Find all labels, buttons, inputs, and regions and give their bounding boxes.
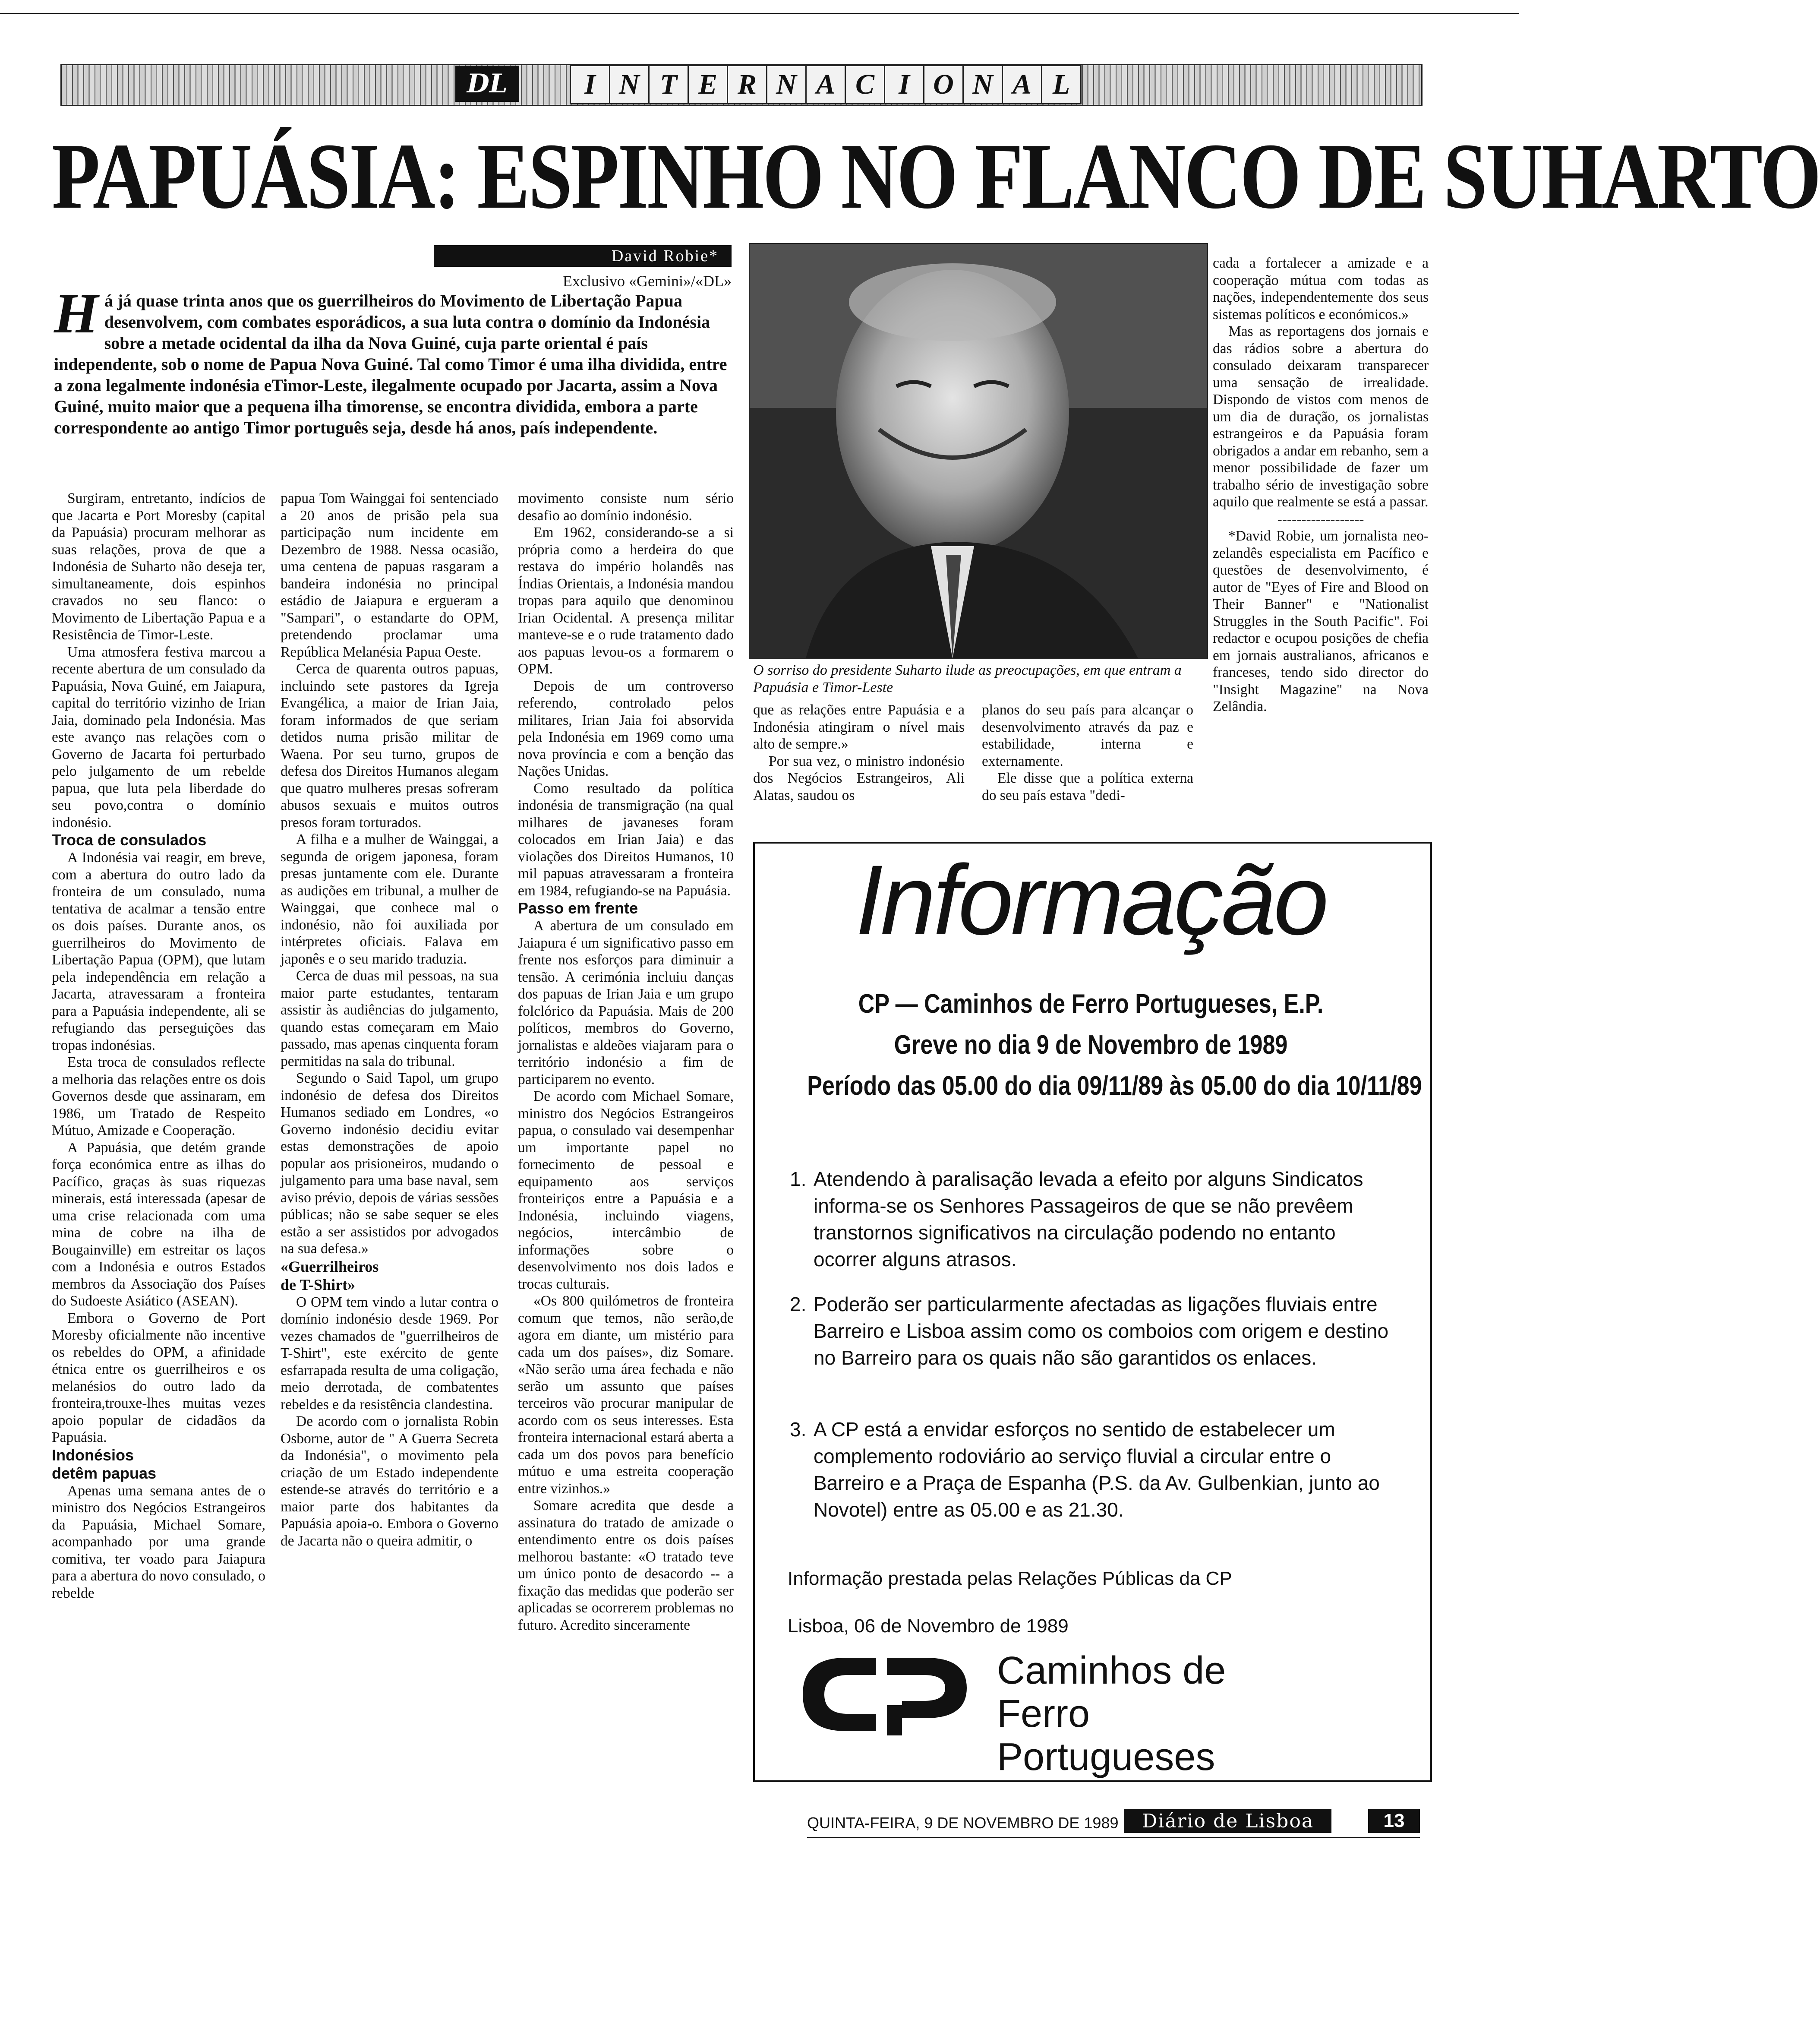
dropcap: H bbox=[54, 281, 98, 345]
notice-source: Informação prestada pelas Relações Públicas da CP bbox=[788, 1568, 1232, 1589]
notice-item bbox=[790, 1166, 1390, 1273]
paragraph: Uma atmosfera festiva marcou a recente abertura de um consulado da Papuásia, Nova Guiné, em Jaiapura, capital do território vizinho de Irian Jaia, dominado pela Indonésia. Mas este avanço nas relações com o Governo de Jacarta foi perturbado pelo julgamento de um rebelde papua, que luta pela liberdade do seu povo,contra o domínio indonésio. bbox=[52, 644, 265, 831]
newspaper-logo-icon: DL bbox=[455, 66, 519, 102]
paragraph: movimento consiste num sério desafio ao domínio indonésio. bbox=[518, 490, 734, 524]
paragraph: Segundo o Said Tapol, um grupo indonésio de defesa dos Direitos Humanos sediado em Londres, «o Governo indonésio decidiu evitar estas demonstrações de apoio popular aos prisioneiros, mudando o julgamento para uma base naval, sem aviso prévio, depois de várias sessões públicas; não se sabe sequer se eles estão a ser assistidos por advogados na sua defesa.» bbox=[281, 1070, 498, 1257]
company-line: Caminhos de Ferro bbox=[997, 1649, 1226, 1735]
section-letter: N bbox=[766, 65, 807, 104]
section-letter: L bbox=[1041, 65, 1082, 104]
item-text: Poderão ser particularmente afectadas as ligações fluviais entre Barreiro e Lisboa assim como os comboios com origem e destino no Barreiro para os quais não são garantidos os enlaces. bbox=[814, 1293, 1389, 1369]
paragraph: A filha e a mulher de Wainggai, a segunda de origem japonesa, foram presas juntamente com ele. Durante as audições em tribunal, a mulher de Wainggai, que conhece mal o indonésio, não foi auxiliada por intérpretes oficiais. Falava em japonês e o seu marido traduzia. bbox=[281, 831, 498, 967]
lead-text: á já quase trinta anos que os guerrilheiros do Movimento de Libertação Papua desenvolvem, com combates esporádicos, a sua luta contra o domínio da Indonésia sobre a metade ocidental da ilha da Nova Guiné, cuja parte oriental é país independente, sob o nome de Papua Nova Guiné. Tal como Timor é uma ilha dividida, entre a zona legalmente indonésia eTimor-Leste, ilegalmente ocupado por Jacarta, assim a Nova Guiné, muito maior que a pequena ilha timorense, se encontra dividida, embora a parte correspondente ao antigo Timor português seja, desde há anos, país independente. bbox=[54, 291, 727, 437]
section-letter: E bbox=[688, 65, 728, 104]
paragraph: A Indonésia vai reagir, em breve, com a abertura do outro lado da fronteira de um consulado, numa tentativa de acalmar a tensão entre os dois países. Durante anos, os guerrilheiros do Movimento de Libertação Papua (OPM), que lutam pela independência em relação a Jacarta, atravessaram a fronteira para a Papuásia independente, ali se refugiando das perseguições das tropas indonésias. bbox=[52, 850, 265, 1053]
paragraph: Por sua vez, o ministro indonésio dos Negócios Estrangeiros, Ali Alatas, saudou os bbox=[753, 753, 965, 803]
paragraph: Depois de um controverso referendo, controlado pelos militares, Irian Jaia foi absorvida pela Indonésia em 1969 como uma nova província e com a benção das Nações Unidas. bbox=[518, 678, 734, 779]
subheading bbox=[281, 1258, 498, 1294]
photo-caption: O sorriso do presidente Suharto ilude as preocupações, em que entram a Papuásia e Timor-Leste bbox=[753, 662, 1182, 695]
section-letter: I bbox=[570, 65, 610, 104]
item-number: 2. bbox=[790, 1293, 807, 1315]
paragraph: Apenas uma semana antes de o ministro dos Negócios Estrangeiros da Papuásia, Michael Somare, acompanhado por uma grande comitiva, ter voado para Jaiapura para a abertura do novo consulado, o rebelde bbox=[52, 1482, 265, 1601]
byline: David Robie* bbox=[434, 245, 732, 267]
paragraph: O OPM tem vindo a lutar contra o domínio indonésio desde 1969. Por vezes chamados de "guerrilheiros de T-Shirt", este exército de gente esfarrapada resulta de uma coligação, meio derrotada, de combatentes rebeldes e da resistência clandestina. bbox=[281, 1294, 498, 1413]
paragraph: A abertura de um consulado em Jaiapura é um significativo passo em frente nos esforços para diminuir a tensão. A cerimónia incluiu danças dos papuas de Irian Jaia e um grupo folclórico da Papuásia. Mais de 200 políticos, membros do Governo, jornalistas e aldeões viajaram para o território indonésio a fim de participarem no evento. bbox=[518, 918, 734, 1087]
article-column-6 bbox=[1213, 255, 1429, 715]
paragraph: De acordo com o jornalista Robin Osborne, autor de " A Guerra Secreta da Indonésia", o movimento pela criação de um Estado independente estende-se através do território e a maior parte dos habitantes da Papuásia apoia-o. Embora o Governo de Jacarta não o queira admitir, o bbox=[281, 1413, 498, 1549]
item-text: A CP está a envidar esforços no sentido de estabelecer um complemento rodoviário ao serviço fluvial a circular entre o Barreiro e a Praça de Espanha (P.S. da Av. Gulbenkian, junto ao Novotel) entre as 05.00 e as 21.30. bbox=[814, 1418, 1380, 1521]
section-letter: A bbox=[805, 65, 846, 104]
notice-period: Período das 05.00 do dia 09/11/89 às 05.00 do dia 10/11/89 bbox=[807, 1071, 1422, 1101]
paragraph: que as relações entre Papuásia e a Indonésia atingiram o nível mais alto de sempre.» bbox=[753, 702, 965, 752]
page-number: 13 bbox=[1368, 1809, 1420, 1833]
paragraph: papua Tom Wainggai foi sentenciado a 20 anos de prisão pela sua participação num incidente em Dezembro de 1988. Nessa ocasião, uma centena de papuas rasgaram a bandeira indonésia no principal estádio de Jaiapura e ergueram a "Sampari", o estandarte do OPM, pretendendo proclamar uma República Melanésia Papua Oeste. bbox=[281, 490, 498, 660]
separator: ------------------ bbox=[1277, 511, 1364, 527]
notice-strike-date: Greve no dia 9 de Novembro de 1989 bbox=[894, 1030, 1288, 1060]
cp-logo-icon bbox=[794, 1649, 975, 1740]
notice-title: Informação bbox=[855, 844, 1326, 955]
paragraph: Embora o Governo de Port Moresby oficialmente não incentive os rebeldes do OPM, a afinidade étnica entre os guerrilheiros e os melanésios do outro lado da fronteira,trouxe-lhes muitas vezes apoio popular de cidadãos da Papuásia. bbox=[52, 1310, 265, 1445]
notice-item bbox=[790, 1291, 1390, 1371]
notice-dateline: Lisboa, 06 de Novembro de 1989 bbox=[788, 1615, 1069, 1637]
suharto-photo bbox=[749, 243, 1208, 659]
section-letter: R bbox=[727, 65, 767, 104]
subheading-line: detêm papuas bbox=[52, 1464, 157, 1482]
section-letter: T bbox=[648, 65, 689, 104]
cp-logo-graphic bbox=[794, 1649, 975, 1740]
section-letter: N bbox=[962, 65, 1003, 104]
article-column-4 bbox=[753, 702, 965, 804]
section-letter: N bbox=[609, 65, 650, 104]
paragraph: «Os 800 quilómetros de fronteira comum que temos, não serão,de agora em diante, um mistério para cada um dos países», diz Somare. «Não serão uma área fechada e não serão um assunto que países terceiros vão procurar manipular de acordo com os seus interesses. Esta fronteira internacional estará aberta a cada um dos povos para benefício mútuo e uma estreita cooperação entre vizinhos.» bbox=[518, 1293, 734, 1497]
subheading-line: de T-Shirt» bbox=[281, 1276, 356, 1293]
item-text: Atendendo à paralisação levada a efeito por alguns Sindicatos informa-se os Senhores Passageiros de que se não prevêem transtornos significativos na circulação podendo no entanto ocorrer alguns atrasos. bbox=[814, 1168, 1363, 1270]
paragraph: Somare acredita que desde a assinatura do tratado de amizade o entendimento entre os dois países melhorou bastante: «O tratado teve um único ponto de desacordo -- a fixação das medidas que poderão ser aplicadas se ocorrerem problemas no futuro. Acredito sinceramente bbox=[518, 1498, 734, 1633]
paragraph: Surgiram, entretanto, indícios de que Jacarta e Port Moresby (capital da Papuásia) procuram melhorar as suas relações, prova de que a Indonésia de Suharto não deseja ter, simultaneamente, dois espinhos cravados no seu flanco: o Movimento de Libertação Papua e a Resistência de Timor-Leste. bbox=[52, 490, 265, 643]
article-column-2 bbox=[281, 490, 498, 1549]
article-column-3 bbox=[518, 490, 734, 1634]
notice-company: CP — Caminhos de Ferro Portugueses, E.P. bbox=[858, 989, 1324, 1019]
footer-newspaper-name: Diário de Lisboa bbox=[1124, 1809, 1331, 1833]
paragraph: planos do seu país para alcançar o desenvolvimento através da paz e estabilidade, interna e externamente. bbox=[982, 702, 1193, 769]
footer-date: QUINTA-FEIRA, 9 DE NOVEMBRO DE 1989 bbox=[807, 1814, 1119, 1832]
paragraph: Ele disse que a política externa do seu país estava "dedi- bbox=[982, 770, 1193, 803]
headline: PAPUÁSIA: ESPINHO NO FLANCO DE SUHARTO bbox=[52, 124, 1820, 228]
paragraph: De acordo com Michael Somare, ministro dos Negócios Estrangeiros papua, o consulado vai desempenhar um importante papel no fornecimento de pessoal e equipamento aos serviços fronteiriços entre a Papuásia e a Indonésia, incluindo viagens, negócios, intercâmbio de informações sobre o desenvolvimento nos dois lados e trocas culturais. bbox=[518, 1088, 734, 1292]
paragraph: Esta troca de consulados reflecte a melhoria das relações entre os dois Governos desde que assinaram, em 1986, um Tratado de Respeito Mútuo, Amizade e Cooperação. bbox=[52, 1054, 265, 1138]
top-rule bbox=[0, 13, 1519, 14]
paragraph: Cerca de quarenta outros papuas, incluindo sete pastores da Igreja Evangélica, a maior de Irian Jaia, foram informados de que seriam detidos numa prisão militar de Waena. Por seu turno, grupos de defesa dos Direitos Humanos alegam que quatro mulheres presas sofreram abusos sexuais e muitos outros presos foram torturados. bbox=[281, 661, 498, 831]
article-column-5 bbox=[982, 702, 1193, 804]
subheading-line: «Guerrilheiros bbox=[281, 1258, 379, 1275]
paragraph: Mas as reportagens dos jornais e das rádios sobre a abertura do consulado deixaram transparecer uma sensação de irrealidade. Dispondo de vistos com menos de um dia de duração, os jornalistas estrangeiros e da Papuásia foram obrigados a andar em rebanho, sem a menor possibilidade de fazer um trabalho sério de investigação sobre aquilo que realmente se está a passar. bbox=[1213, 323, 1429, 510]
subheading: Troca de consulados bbox=[52, 831, 207, 849]
article-column-1 bbox=[52, 490, 265, 1602]
subheading bbox=[52, 1446, 265, 1482]
lead-paragraph bbox=[54, 281, 729, 438]
subheading-line: Indonésios bbox=[52, 1446, 134, 1464]
section-letter: I bbox=[884, 65, 924, 104]
section-letter: C bbox=[845, 65, 885, 104]
footer-rule bbox=[807, 1837, 1420, 1838]
item-number: 1. bbox=[790, 1168, 807, 1190]
author-note: *David Robie, um jornalista neo-zelandês especialista em Pacífico e questões de desenvolvimento, é autor de "Eyes of Fire and Blood on Their Banner" e "Nationalist Struggles in the South Pacific". Foi redactor e ocupou posições de chefia em jornais australianos, africanos e franceses, tendo sido director do "Insight Magazine" na Nova Zelândia. bbox=[1213, 528, 1429, 714]
paragraph: A Papuásia, que detém grande força económica entre as ilhas do Pacífico, graças às suas riquezas minerais, está interessada (apesar de uma crise relacionada com uma mina de cobre na ilha de Bougainville) em estreitar os laços com a Indonésia e outros Estados membros da Associação dos Países do Sudoeste Asiático (ASEAN). bbox=[52, 1139, 265, 1309]
paragraph: Em 1962, considerando-se a si própria como a herdeira do que restava do império holandês nas Índias Orientais, a Indonésia mandou tropas para aquilo que denominou Irian Ocidental. A presença militar manteve-se e o rude tratamento dado aos papuas levou-os a formarem o OPM. bbox=[518, 525, 734, 677]
paragraph: cada a fortalecer a amizade e a cooperação mútua com todas as nações, independentemente dos seus sistemas políticos e económicos.» bbox=[1213, 255, 1429, 322]
section-title-internacional bbox=[570, 65, 1080, 103]
portrait-image bbox=[750, 244, 1207, 658]
section-letter: A bbox=[1002, 65, 1042, 104]
paragraph: Como resultado da política indonésia de transmigração (na qual milhares de javaneses foram colocados em Irian Jaia) e das violações dos Direitos Humanos, 10 mil papuas atravessaram a fronteira em 1984, refugiando-se na Papuásia. bbox=[518, 780, 734, 899]
section-letter: O bbox=[923, 65, 964, 104]
notice-item bbox=[790, 1416, 1390, 1523]
company-line: Portugueses bbox=[997, 1735, 1215, 1779]
item-number: 3. bbox=[790, 1418, 807, 1441]
subheading: Passo em frente bbox=[518, 899, 638, 917]
cp-company-name bbox=[997, 1649, 1299, 1779]
exclusive-credit: Exclusivo «Gemini»/«DL» bbox=[563, 272, 732, 290]
paragraph: Cerca de duas mil pessoas, na sua maior parte estudantes, tentaram assistir às audiências do julgamento, quando estas começaram em Maio passado, mas apenas cinquenta foram permitidas na sala do tribunal. bbox=[281, 968, 498, 1069]
